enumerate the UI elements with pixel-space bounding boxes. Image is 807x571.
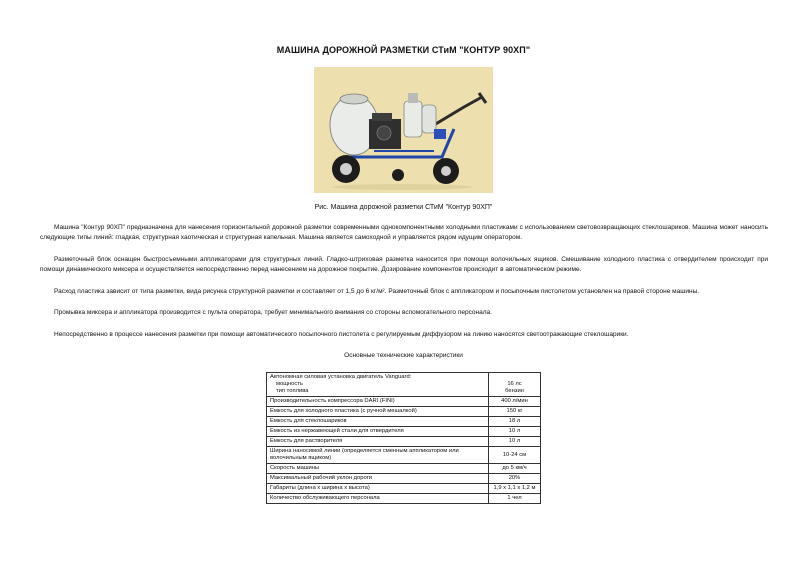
- table-cell-value: до 5 км/ч: [489, 464, 541, 474]
- figure-caption: Рис. Машина дорожной разметки СТиМ "Контур 90ХП": [314, 204, 493, 211]
- table-row: [267, 484, 541, 494]
- table-row: [267, 474, 541, 484]
- table-cell-label: Емкость для растворителя: [267, 437, 489, 447]
- engine-fuel-label: тип топлива: [276, 388, 309, 394]
- paragraph-consumption: [40, 287, 768, 297]
- table-row: [267, 427, 541, 437]
- table-row: [267, 407, 541, 417]
- road-marking-machine-image: [314, 67, 493, 193]
- paragraph-cleaning: Промывка миксера и аппликатора производится с пульта оператора, требует минимального внимания со стороны вспомогательного персонала.: [54, 309, 492, 316]
- table-cell-label: Ширина наносимой линии (определяется сменным аппликатором или волочильным ящиком): [267, 447, 489, 464]
- specs-table-title: Основные технические характеристики: [344, 352, 463, 359]
- table-cell-value: 20%: [489, 474, 541, 484]
- table-row: [267, 447, 541, 464]
- table-row: [267, 494, 541, 504]
- table-row: [267, 417, 541, 427]
- consumption-text-end: . Разметочный блок с аппликатором и посыпочным пистолетом установлен на правой стороне машины.: [384, 288, 700, 295]
- table-cell-value: 400 л/мин: [489, 397, 541, 407]
- table-row: [267, 437, 541, 447]
- table-cell-label: Емкость для холодного пластика (с ручной мешалкой): [267, 407, 489, 417]
- machine-photo: [314, 67, 493, 193]
- table-row: [267, 397, 541, 407]
- table-cell-label: Количество обслуживающего персонала: [267, 494, 489, 504]
- engine-label: Автономная силовая установка двигатель Vanguard:: [270, 374, 412, 380]
- engine-values-cell: [489, 373, 541, 397]
- paragraph-purpose: Машина "Контур 90ХП" предназначена для нанесения горизонтальной дорожной разметки современными однокомпонентными холодными пластиками с использованием световозвращающих стеклошариков. Машина может наносить следующие типы линий: гладкая, структурная хаотическая и структурная капельная. Машина является самоходной и управляется рядом идущим оператором.: [40, 224, 768, 241]
- table-cell-label: Габариты (длина х ширина х высота): [267, 484, 489, 494]
- table-row: [267, 373, 541, 397]
- paragraph-marking-unit: Разметочный блок оснащен быстросъемными аппликаторами для структурных линий. Гладко-штриховая разметка наносится при помощи волочильных ящиков. Смешивание холодного пластика с отвердителем происходит при помощи динамического миксера и осуществляется непосредственно перед нанесением на дорожное покрытие. Дозирование компонентов происходит в автоматическом режиме.: [40, 256, 768, 273]
- table-cell-value: 150 кг: [489, 407, 541, 417]
- engine-cell: [267, 373, 489, 397]
- consumption-unit: /м²: [376, 288, 385, 295]
- table-cell-value: 18 л: [489, 417, 541, 427]
- specs-table: [266, 372, 541, 504]
- engine-power-label: мощность: [276, 381, 303, 387]
- table-row: [267, 464, 541, 474]
- table-cell-label: Максимальный рабочий уклон дороги: [267, 474, 489, 484]
- table-cell-label: Емкость из нержавеющей стали для отвердителя: [267, 427, 489, 437]
- engine-power-value: 16 лс: [507, 381, 522, 387]
- table-cell-label: Производительность компрессора DARI (FINI): [267, 397, 489, 407]
- table-cell-value: 10 л: [489, 437, 541, 447]
- consumption-text: Расход пластика зависит от типа разметки, вида рисунка структурной разметки и составляет от 1,5 до 6 кг: [54, 288, 377, 295]
- table-cell-value: 10-24 см: [489, 447, 541, 464]
- engine-fuel-value: бензин: [505, 388, 524, 394]
- table-cell-value: 1 чел: [489, 494, 541, 504]
- table-cell-label: Емкость для стеклошариков: [267, 417, 489, 427]
- table-cell-value: 10 л: [489, 427, 541, 437]
- table-cell-value: 1,9 х 1,1 х 1,2 м: [489, 484, 541, 494]
- paragraph-beads: Непосредственно в процессе нанесения разметки при помощи автоматического посыпочного пистолета с регулируемым диффузором на линию наносятся светоотражающие стеклошарики.: [54, 331, 629, 338]
- table-cell-label: Скорость машины: [267, 464, 489, 474]
- page-title: МАШИНА ДОРОЖНОЙ РАЗМЕТКИ СТиМ "КОНТУР 90ХП": [276, 45, 531, 55]
